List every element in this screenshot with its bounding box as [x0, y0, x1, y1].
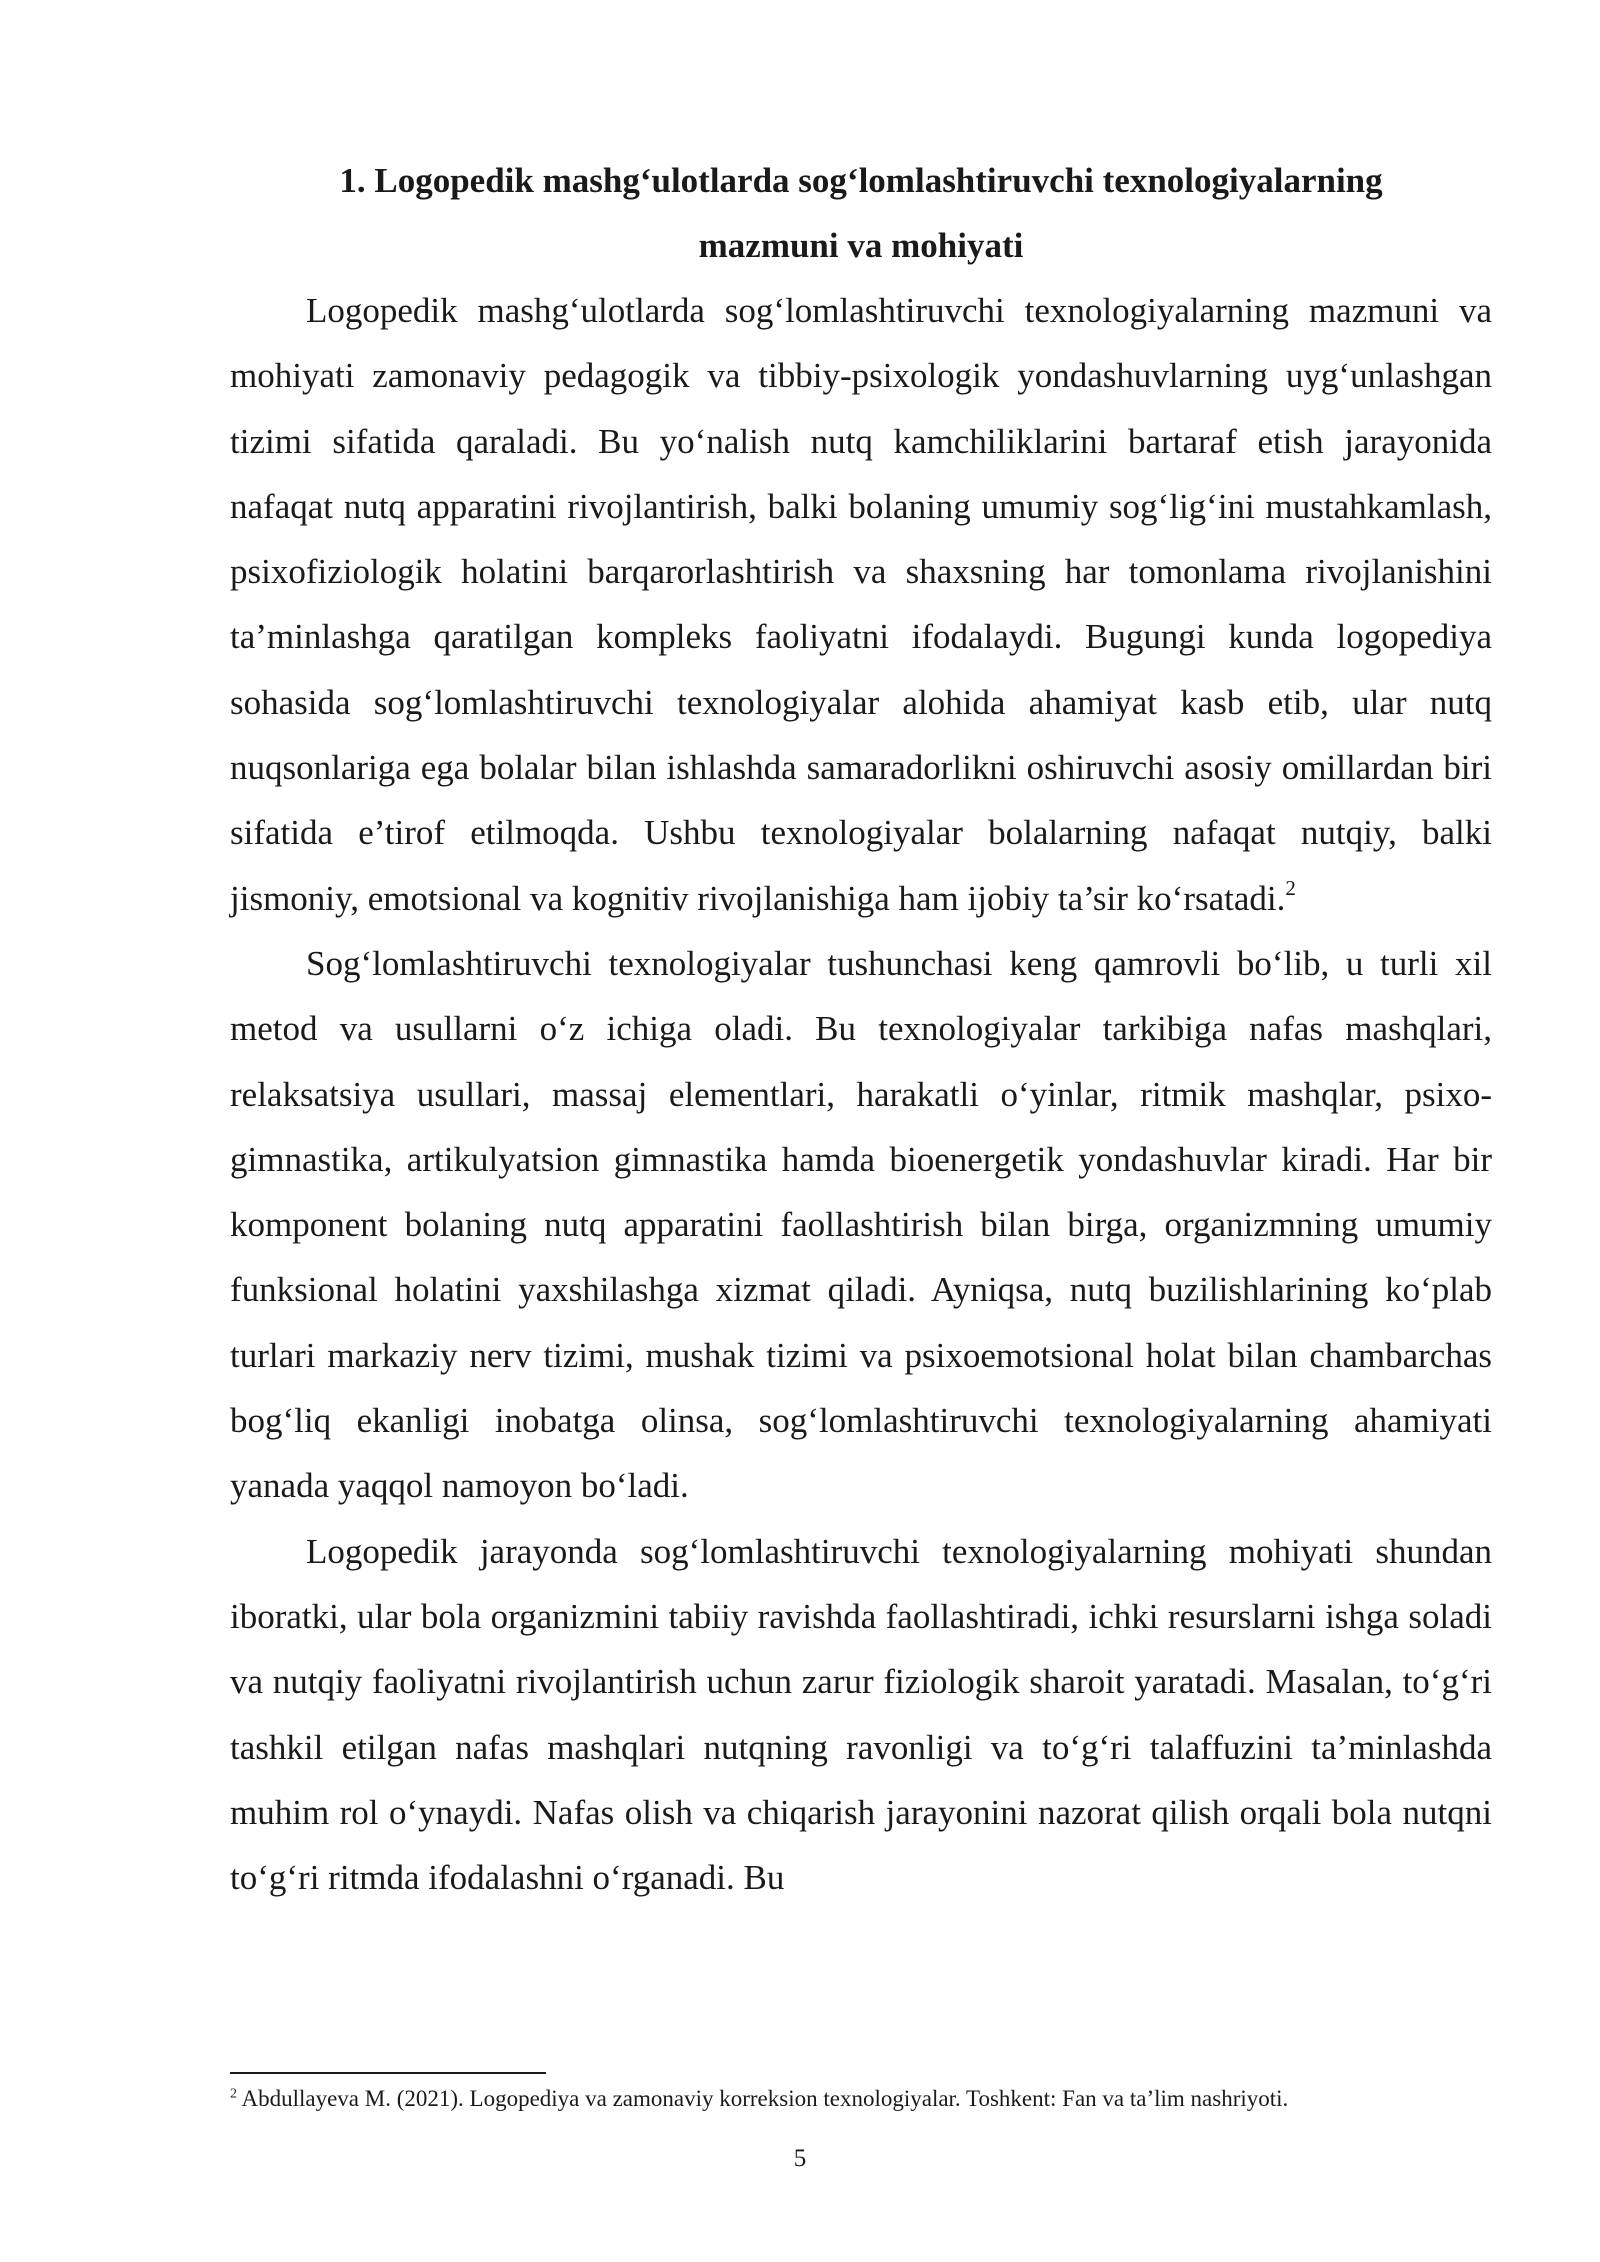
section-heading-line-2: mazmuni va mohiyati	[698, 226, 1024, 265]
section-heading-line-1: 1. Logopedik mashg‘ulotlarda sog‘lomlashtiruvchi texnologiyalarning	[339, 161, 1383, 200]
paragraph-2-text: Sog‘lomlashtiruvchi texnologiyalar tushunchasi keng qamrovli bo‘lib, u turli xil metod va usullarni o‘z ichiga oladi. Bu texnologiyalar tarkibiga nafas mashqlari, relaksatsiya usullari, massaj elementlari, harakatli o‘yinlar, ritmik mashqlar, psixo-gimnastika, artikulyatsion gimnastika hamda bioenergetik yondashuvlar kiradi. Har bir komponent bolaning nutq apparatini faollashtirish bilan birga, organizmning umumiy funksional holatini yaxshilashga xizmat qiladi. Ayniqsa, nutq buzilishlarining ko‘plab turlari markaziy nerv tizimi, mushak tizimi va psixoemotsional holat bilan chambarchas bog‘liq ekanligi inobatga olinsa, sog‘lomlashtiruvchi texnologiyalarning ahamiyati yanada yaqqol namoyon bo‘ladi.	[230, 943, 1492, 1506]
paragraph-3	[230, 1519, 1492, 1911]
footnote-number: 2	[230, 2086, 237, 2102]
paragraph-3-text: Logopedik jarayonda sog‘lomlashtiruvchi texnologiyalarning mohiyati shundan iboratki, ular bola organizmini tabiiy ravishda faollashtiradi, ichki resurslarni ishga soladi va nutqiy faoliyatni rivojlantirish uchun zarur fiziologik sharoit yaratadi. Masalan, to‘g‘ri tashkil etilgan nafas mashqlari nutqning ravonligi va to‘g‘ri talaffuzini ta’minlashda muhim rol o‘ynaydi. Nafas olish va chiqarish jarayonini nazorat qilish orqali bola nutqni to‘g‘ri ritmda ifodalashni o‘rganadi. Bu	[230, 1531, 1492, 1898]
footnote	[230, 2082, 1492, 2116]
footnote-text: Abdullayeva M. (2021). Logopediya va zamonaviy korreksion texnologiyalar. Toshkent: Fan va ta’lim nashriyoti.	[237, 2086, 1289, 2111]
paragraph-2	[230, 931, 1492, 1519]
page-number: 5	[793, 2145, 807, 2172]
section-heading	[230, 148, 1492, 278]
footnote-reference: 2	[1285, 876, 1296, 901]
page-body	[230, 148, 1492, 1910]
paragraph-1-text: Logopedik mashg‘ulotlarda sog‘lomlashtiruvchi texnologiyalarning mazmuni va mohiyati zamonaviy pedagogik va tibbiy-psixologik yondashuvlarning uyg‘unlashgan tizimi sifatida qaraladi. Bu yo‘nalish nutq kamchiliklarini bartaraf etish jarayonida nafaqat nutq apparatini rivojlantirish, balki bolaning umumiy sog‘lig‘ini mustahkamlash, psixofiziologik holatini barqarorlashtirish va shaxsning har tomonlama rivojlanishini ta’minlashga qaratilgan kompleks faoliyatni ifodalaydi. Bugungi kunda logopediya sohasida sog‘lomlashtiruvchi texnologiyalar alohida ahamiyat kasb etib, ular nutq nuqsonlariga ega bolalar bilan ishlashda samaradorlikni oshiruvchi asosiy omillardan biri sifatida e’tirof etilmoqda. Ushbu texnologiyalar bolalarning nafaqat nutqiy, balki jismoniy, emotsional va kognitiv rivojlanishiga ham ijobiy ta’sir ko‘rsatadi.	[230, 291, 1492, 918]
paragraph-1	[230, 278, 1492, 931]
footnote-separator	[230, 2072, 546, 2074]
